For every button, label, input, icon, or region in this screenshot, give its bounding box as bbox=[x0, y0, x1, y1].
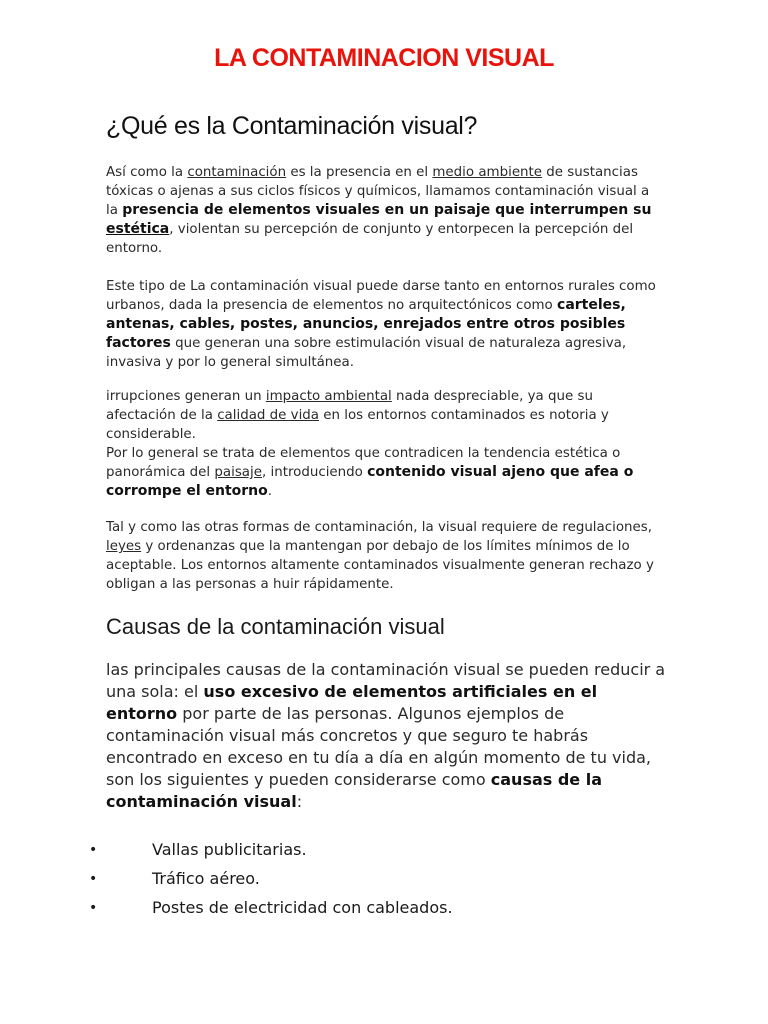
causes-list bbox=[0, 840, 768, 927]
list-item-text: Vallas publicitarias. bbox=[152, 840, 307, 859]
link-leyes[interactable]: leyes bbox=[106, 539, 142, 554]
bullet-icon: • bbox=[89, 871, 98, 887]
paragraph-definition: Así como la contaminación es la presencia en el medio ambiente de sustancias tóxicas o ajenas a sus ciclos físicos y químicos, llamamos contaminación visual a la presencia de elementos visuales en un paisaje que interrumpen su estética, violentan su percepción de conjunto y entorpecen la percepción del entorno. bbox=[106, 165, 652, 256]
link-estetica[interactable]: estética bbox=[106, 221, 170, 237]
list-item bbox=[0, 898, 768, 927]
link-medio-ambiente[interactable]: medio ambiente bbox=[432, 165, 543, 180]
section-heading-que-es: ¿Qué es la Contaminación visual? bbox=[106, 112, 478, 140]
list-item bbox=[0, 869, 768, 898]
bullet-icon: • bbox=[89, 842, 98, 858]
paragraph-impacto: irrupciones generan un impacto ambiental nada despreciable, ya que su afectación de la calidad de vida en los entornos contaminados es notoria y considerable. bbox=[106, 389, 609, 442]
list-item bbox=[0, 840, 768, 869]
link-impacto-ambiental[interactable]: impacto ambiental bbox=[265, 389, 392, 404]
list-item-text: Tráfico aéreo. bbox=[152, 869, 260, 888]
paragraph-elementos: Por lo general se trata de elementos que contradicen la tendencia estética o panorámica del paisaje, introduciendo contenido visual ajeno que afea o corrompe el entorno. bbox=[106, 446, 634, 499]
paragraph-tipos: Este tipo de La contaminación visual puede darse tanto en entornos rurales como urbanos, dada la presencia de elementos no arquitectónicos como carteles, antenas, cables, postes, anuncios, enrejados entre otros posibles factores que generan una sobre estimulación visual de naturaleza agresiva, invasiva y por lo general simultánea. bbox=[106, 279, 656, 370]
section-heading-causas: Causas de la contaminación visual bbox=[106, 614, 445, 639]
link-contaminacion[interactable]: contaminación bbox=[187, 165, 287, 180]
paragraph-causas: las principales causas de la contaminación visual se pueden reducir a una sola: el uso excesivo de elementos artificiales en el entorno por parte de las personas. Algunos ejemplos de contaminación visual más concretos y que seguro te habrás encontrado en exceso en tu día a día en algún momento de tu vida, son los siguientes y pueden considerarse como causas de la contaminación visual: bbox=[106, 660, 666, 811]
bullet-icon: • bbox=[89, 900, 98, 916]
paragraph-regulaciones: Tal y como las otras formas de contaminación, la visual requiere de regulaciones, leyes y ordenanzas que la mantengan por debajo de los límites mínimos de lo aceptable. Los entornos altamente contaminados visualmente generan rechazo y obligan a las personas a huir rápidamente. bbox=[106, 520, 654, 592]
link-calidad-de-vida[interactable]: calidad de vida bbox=[217, 408, 320, 423]
link-paisaje[interactable]: paisaje bbox=[214, 465, 262, 480]
list-item-text: Postes de electricidad con cableados. bbox=[152, 898, 453, 917]
page-title: LA CONTAMINACION VISUAL bbox=[214, 44, 554, 72]
